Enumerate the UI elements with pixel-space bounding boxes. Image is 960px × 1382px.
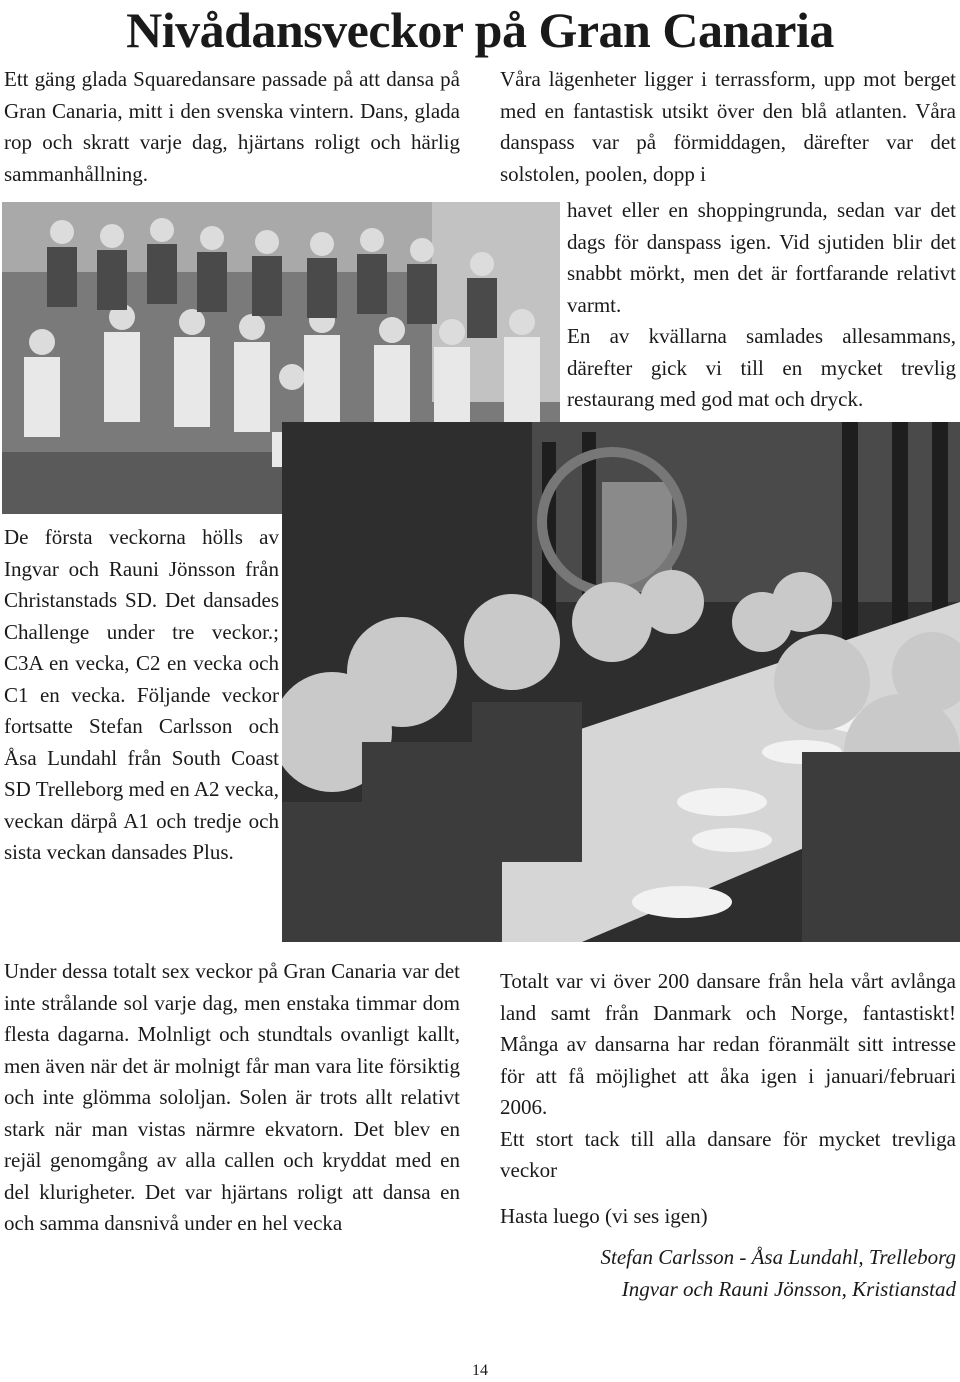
restaurant-photo xyxy=(282,422,960,942)
right-bottom-paragraph-2: Ett stort tack till alla dansare för mycket trevliga veckor xyxy=(500,1126,956,1182)
page-title: Nivådansveckor på Gran Canaria xyxy=(126,2,834,58)
right-top-text-cont xyxy=(567,195,956,416)
right-bottom-paragraph-1: Totalt var vi över 200 dansare från hela vårt avlånga land samt från Danmark och Norge, fantastiskt! Många av dansarna har redan föranmält sitt intresse för att få möjlighet att åka igen i januari/februari 2006. xyxy=(500,969,956,1119)
left-bottom-text xyxy=(4,956,460,1240)
intro-text xyxy=(4,64,460,190)
left-bottom-paragraph: Under dessa totalt sex veckor på Gran Canaria var det inte strålande sol varje dag, men enstaka timmar dom flesta dagarna. Molnligt och stundtals ovanligt kallt, men även när det är molnigt får man vara lite försiktig och inte glömma sololjan. Solen är trots allt relativt stark när man vistas närmre ekvatorn. Det blev en rejäl genomgång av alla callen och kryddat med en del klurigheter. Det var hjärtans roligt att dansa en och samma dansnivå under en hel vecka xyxy=(4,959,461,1235)
right-top-paragraph-1: Våra lägenheter ligger i terrassform, upp mot berget med en fantastisk utsikt över den blå atlanten. Våra danspass var på förmiddagen, därefter var det solstolen, poolen, dopp i xyxy=(500,67,956,186)
right-bottom-paragraph-3: Hasta luego (vi ses igen) xyxy=(500,1203,708,1228)
page-number: 14 xyxy=(472,1362,488,1379)
signature-1: Stefan Carlsson - Åsa Lundahl, Trelleborg xyxy=(600,1245,956,1269)
right-top-paragraph-1-cont: havet eller en shoppingrunda, sedan var det dags för danspass igen. Vid sjutiden blir det snabbt mörkt, men det är fortfarande relativt varmt. xyxy=(567,198,956,317)
left-middle-paragraph: De första veckorna hölls av Ingvar och Rauni Jönsson från Christanstads SD. Det dansades Challenge under tre veckor.; C3A en vecka, C2 en vecka och C1 en vecka. Följande veckor fortsatte Stefan Carlsson och Åsa Lundahl från South Coast SD Trelleborg med en A2 vecka, veckan därpå A1 och tredje och sista veckan dansades Plus. xyxy=(4,525,279,864)
right-bottom-text xyxy=(500,966,956,1305)
right-top-paragraph-2: En av kvällarna samlades allesammans, därefter gick vi till en mycket trevlig restaurang med god mat och dryck. xyxy=(567,324,956,411)
left-middle-text xyxy=(4,522,279,869)
signature-2: Ingvar och Rauni Jönsson, Kristianstad xyxy=(621,1276,956,1301)
right-top-text xyxy=(500,64,956,190)
intro-paragraph: Ett gäng glada Squaredansare passade på att dansa på Gran Canaria, mitt i den svenska vintern. Dans, glada rop och skratt varje dag, hjärtans roligt och härlig sammanhållning. xyxy=(4,67,460,186)
